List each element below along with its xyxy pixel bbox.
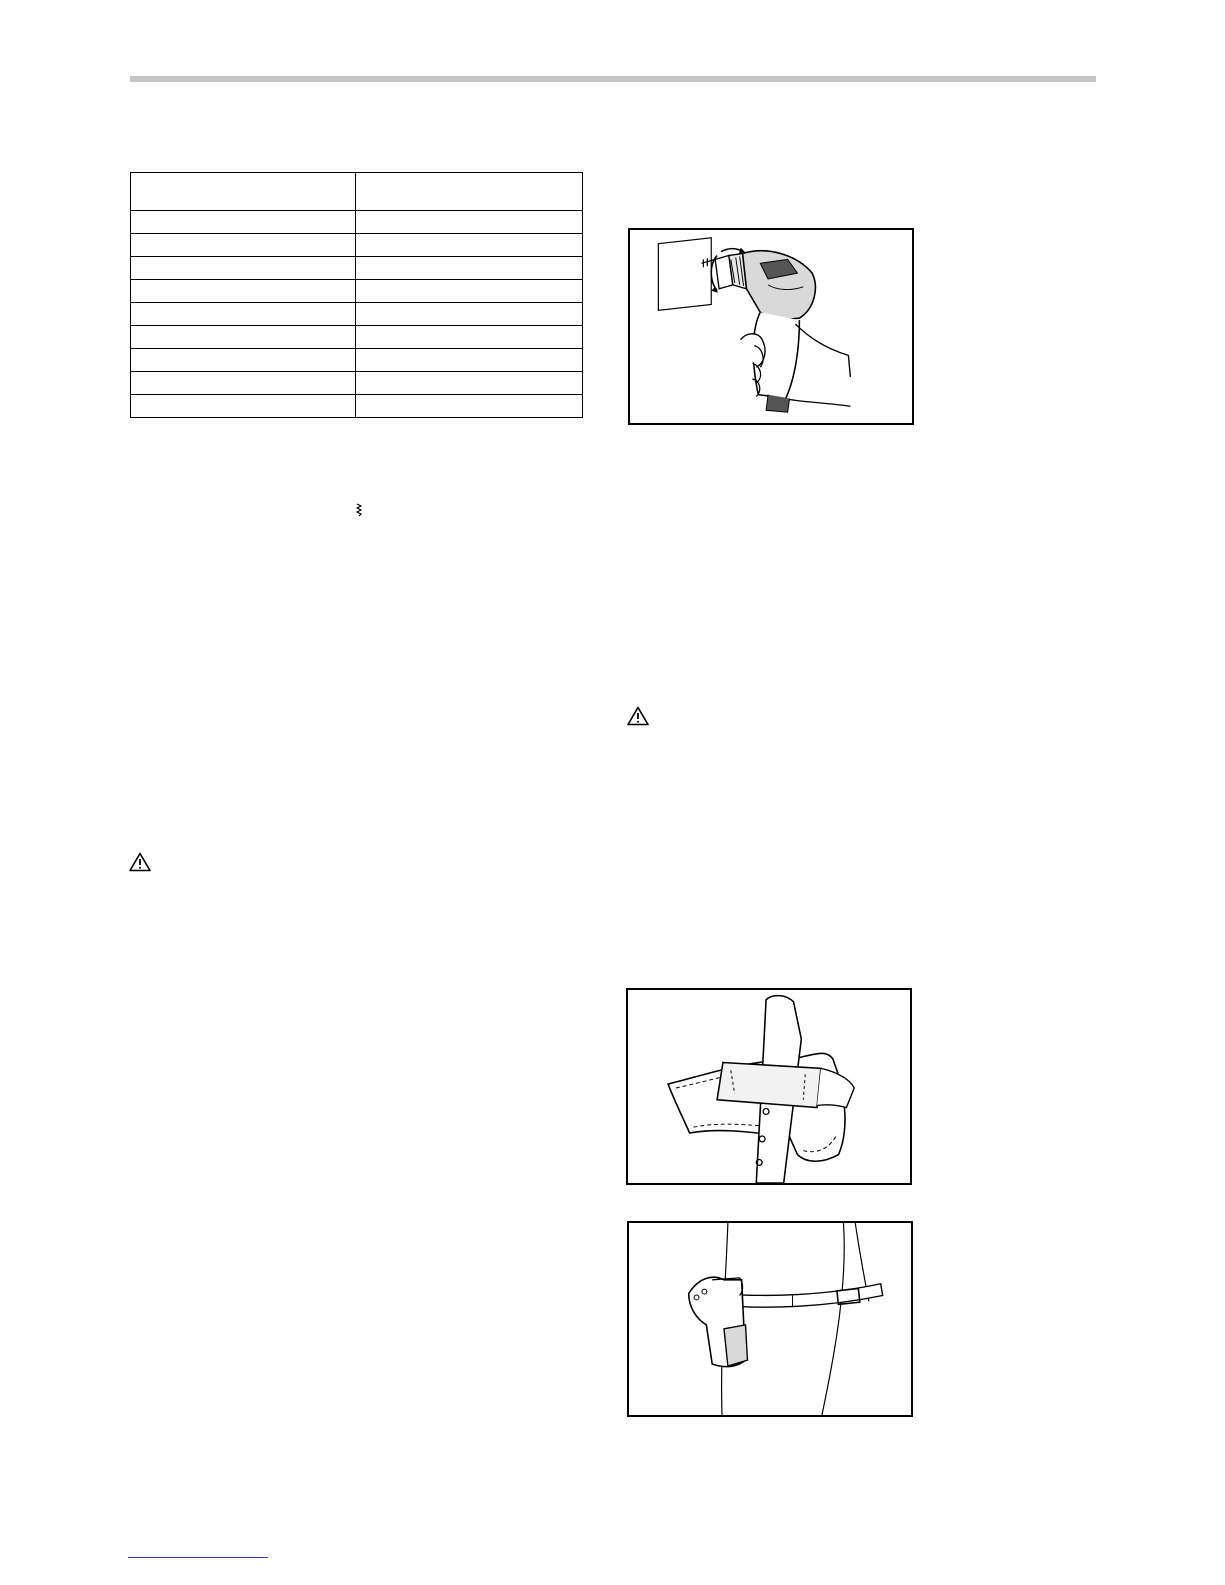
table-row: [131, 234, 583, 257]
screw-symbol-icon: [356, 503, 362, 517]
table-row: [131, 211, 583, 234]
table-row: [131, 326, 583, 349]
table-cell: [356, 280, 583, 303]
warning-triangle-icon: [129, 852, 151, 872]
table-cell: [356, 303, 583, 326]
table-cell: [356, 257, 583, 280]
table-cell: [131, 280, 356, 303]
table-row: [131, 303, 583, 326]
table-cell: [356, 349, 583, 372]
table-cell: [131, 257, 356, 280]
drill-illustration: [630, 230, 912, 423]
table-cell: [356, 326, 583, 349]
table-cell: [131, 372, 356, 395]
holster-belt-figure: [626, 988, 912, 1185]
table-cell: [131, 234, 356, 257]
footer-link-underline[interactable]: [128, 1557, 268, 1558]
table-row: [131, 257, 583, 280]
table-header-cell: [356, 173, 583, 211]
table-row: [131, 372, 583, 395]
table-cell: [131, 326, 356, 349]
table-cell: [356, 372, 583, 395]
table-header-cell: [131, 173, 356, 211]
holster-worn-figure: [627, 1221, 913, 1417]
table-row: [131, 395, 583, 418]
table-cell: [356, 234, 583, 257]
table-cell: [356, 395, 583, 418]
holster-belt-illustration: [628, 990, 910, 1183]
table-cell: [131, 349, 356, 372]
table-cell: [131, 303, 356, 326]
specification-table: [130, 172, 583, 418]
holster-worn-illustration: [629, 1223, 911, 1415]
header-rule: [130, 76, 1096, 82]
drill-screwdriving-figure: [628, 228, 914, 425]
table-row: [131, 349, 583, 372]
warning-triangle-icon: [627, 706, 649, 726]
table-header-row: [131, 173, 583, 211]
table-cell: [131, 395, 356, 418]
table-row: [131, 280, 583, 303]
table-cell: [356, 211, 583, 234]
table-cell: [131, 211, 356, 234]
